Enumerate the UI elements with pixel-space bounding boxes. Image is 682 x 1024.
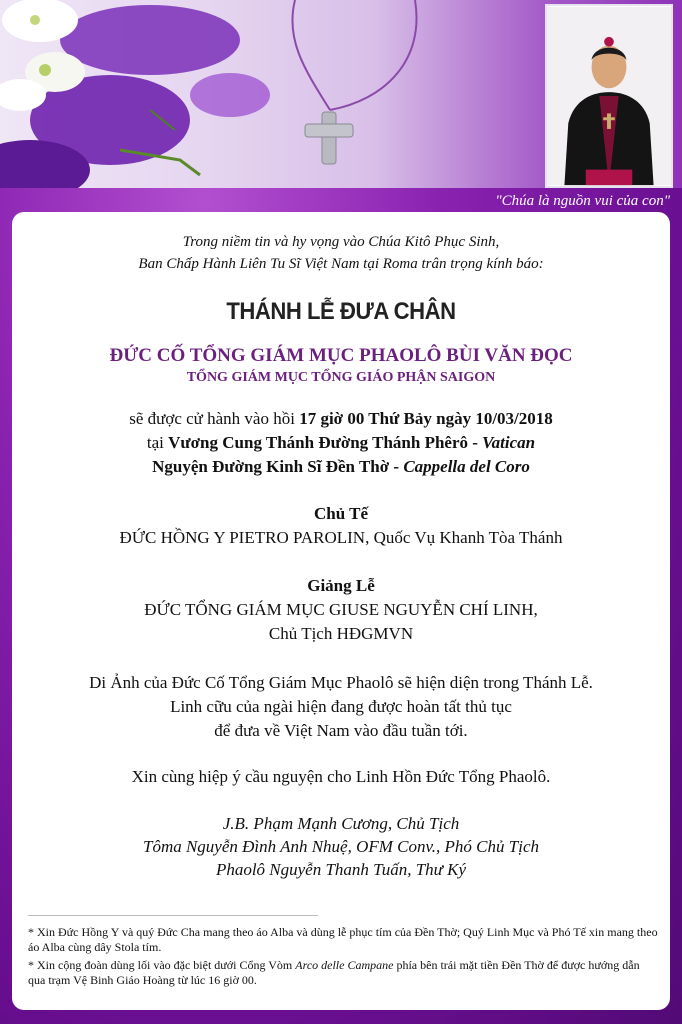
intro-line-2: Ban Chấp Hành Liên Tu Sĩ Việt Nam tại Roma trân trọng kính báo:	[138, 256, 544, 272]
schedule-venue-location: Vatican	[482, 433, 536, 452]
homilist-title: Chủ Tịch HĐGMVN	[268, 624, 414, 643]
announcement-card	[12, 212, 670, 1010]
schedule-time-prefix: sẽ được cử hành vào hồi	[129, 409, 300, 428]
cross-pendant-image	[235, 0, 435, 170]
notice-line-2: Linh cữu của ngài hiện đang được hoàn tất thủ tục	[170, 697, 512, 716]
schedule-venue-line	[12, 432, 670, 454]
announcement-title: THÁNH LỄ ĐƯA CHÂN	[226, 298, 456, 325]
footnote-entrance-arch: Arco delle Campane	[295, 958, 394, 972]
notice-line-3: để đưa về Việt Nam vào đầu tuần tới.	[214, 721, 468, 740]
motto-text: "Chúa là nguồn vui của con"	[495, 193, 670, 209]
header-banner	[0, 0, 682, 188]
footnote-entrance-suffix: phía bên trái mặt tiền Đền Thờ để được hướng dẫn qua trạm Vệ Binh Giáo Hoàng từ lúc 16 giờ 00.	[28, 958, 640, 987]
archbishop-portrait	[547, 6, 671, 186]
schedule-time-line	[12, 408, 670, 430]
notice-line-1: Di Ảnh của Đức Cố Tổng Giám Mục Phaolô sẽ hiện diện trong Thánh Lễ.	[89, 673, 593, 692]
schedule-chapel-latin: Cappella del Coro	[403, 457, 530, 476]
honoree-name: ĐỨC CỐ TỔNG GIÁM MỤC PHAOLÔ BÙI VĂN ĐỌC	[109, 345, 573, 366]
footnote-entrance-prefix: * Xin cộng đoàn dùng lối vào đặc biệt dưới Cổng Vòm	[28, 958, 296, 972]
homilist-heading: Giảng Lễ	[307, 576, 375, 595]
schedule-chapel: Nguyện Đường Kinh Sĩ Đền Thờ -	[152, 457, 404, 476]
celebrant-heading: Chủ Tế	[313, 504, 368, 523]
schedule-venue-prefix: tại	[146, 433, 169, 452]
homilist-name: ĐỨC TỔNG GIÁM MỤC GIUSE NGUYỄN CHÍ LINH,	[144, 600, 538, 619]
signature-vice-president: Tôma Nguyễn Đình Anh Nhuệ, OFM Conv., Phó Chủ Tịch	[142, 837, 539, 856]
signature-president: J.B. Phạm Mạnh Cương, Chủ Tịch	[222, 814, 460, 833]
honoree-role: TỔNG GIÁM MỤC TỔNG GIÁO PHẬN SAIGON	[186, 370, 496, 385]
archbishop-portrait-frame	[545, 4, 673, 188]
signature-secretary: Phaolô Nguyễn Thanh Tuấn, Thư Ký	[215, 860, 467, 879]
schedule-chapel-line	[12, 456, 670, 478]
intro-line-1: Trong niềm tin và hy vọng vào Chúa Kitô Phục Sinh,	[182, 234, 500, 250]
schedule-time: 17 giờ 00 Thứ Bảy ngày 10/03/2018	[299, 409, 553, 428]
prayer-request: Xin cùng hiệp ý cầu nguyện cho Linh Hồn Đức Tổng Phaolô.	[131, 767, 551, 786]
footnote-entrance	[28, 958, 658, 988]
footnote-vestments: * Xin Đức Hồng Y và quý Đức Cha mang theo áo Alba và dùng lễ phục tím của Đền Thờ; Quý Linh Mục và Phó Tế xin mang theo áo Alba cùng dây Stola tím.	[28, 925, 658, 954]
schedule-venue: Vương Cung Thánh Đường Thánh Phêrô -	[168, 433, 483, 452]
celebrant-name: ĐỨC HỒNG Y PIETRO PAROLIN, Quốc Vụ Khanh Tòa Thánh	[119, 528, 563, 547]
footnote-divider	[28, 915, 318, 916]
